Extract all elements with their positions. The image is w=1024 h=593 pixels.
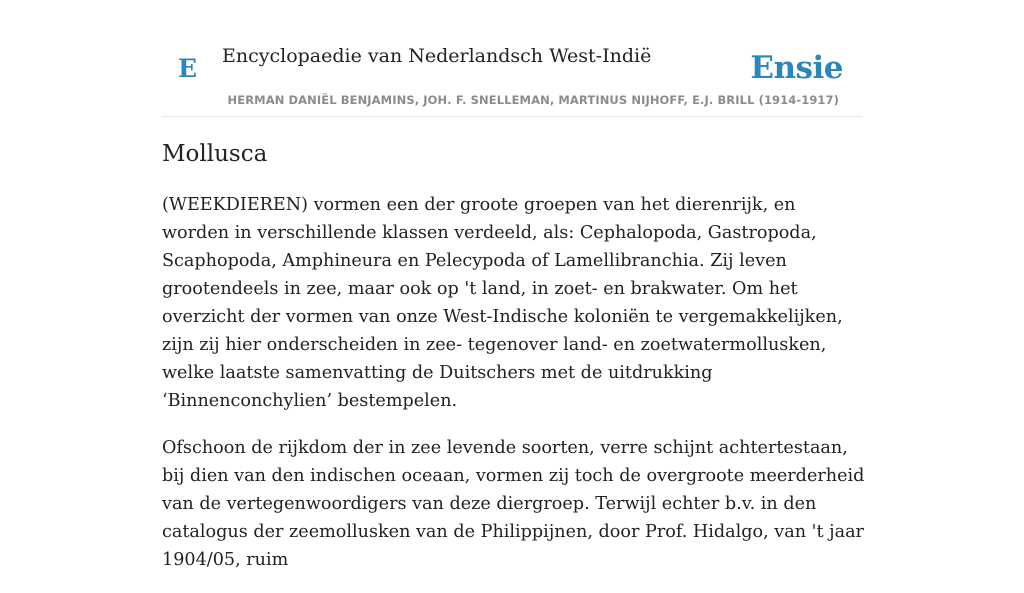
- logo-mark[interactable]: E: [178, 54, 198, 83]
- authors-line: HERMAN DANIËL BENJAMINS, JOH. F. SNELLEMAN, MARTINUS NIJHOFF, E.J. BRILL (1914-1917): [227, 93, 839, 107]
- article-paragraph: Ofschoon de rijkdom der in zee levende soorten, verre schijnt achtertestaan, bij dien van den indischen oceaan, vormen zij toch de overgroote meerderheid van de vertegenwoordigers van deze diergroep. Terwijl echter b.v. in den catalogus der zeemollusken van de Philippijnen, door Prof. Hidalgo, van 't jaar 1904/05, ruim: [162, 438, 865, 570]
- ensie-logo-link[interactable]: Ensie: [750, 50, 843, 86]
- work-title-link[interactable]: Encyclopaedie van Nederlandsch West-Indië: [222, 45, 652, 67]
- article: [162, 138, 866, 593]
- header: [162, 0, 862, 117]
- article-title: Mollusca: [162, 141, 268, 167]
- article-paragraph: (WEEKDIEREN) vormen een der groote groepen van het dierenrijk, en worden in verschillende klassen verdeeld, als: Cephalopoda, Gastropoda, Scaphopoda, Amphineura en Pelecypoda of Lamellibranchia. Zij leven grootendeels in zee, maar ook op 't land, in zoet- en brakwater. Om het overzicht der vormen van onze West-Indische koloniën te vergemakkelijken, zijn zij hier onderscheiden in zee- tegenover land- en zoetwatermollusken, welke laatste samenvatting de Duitschers met de uitdrukking ‘Binnenconchylien’ bestempelen.: [162, 195, 843, 411]
